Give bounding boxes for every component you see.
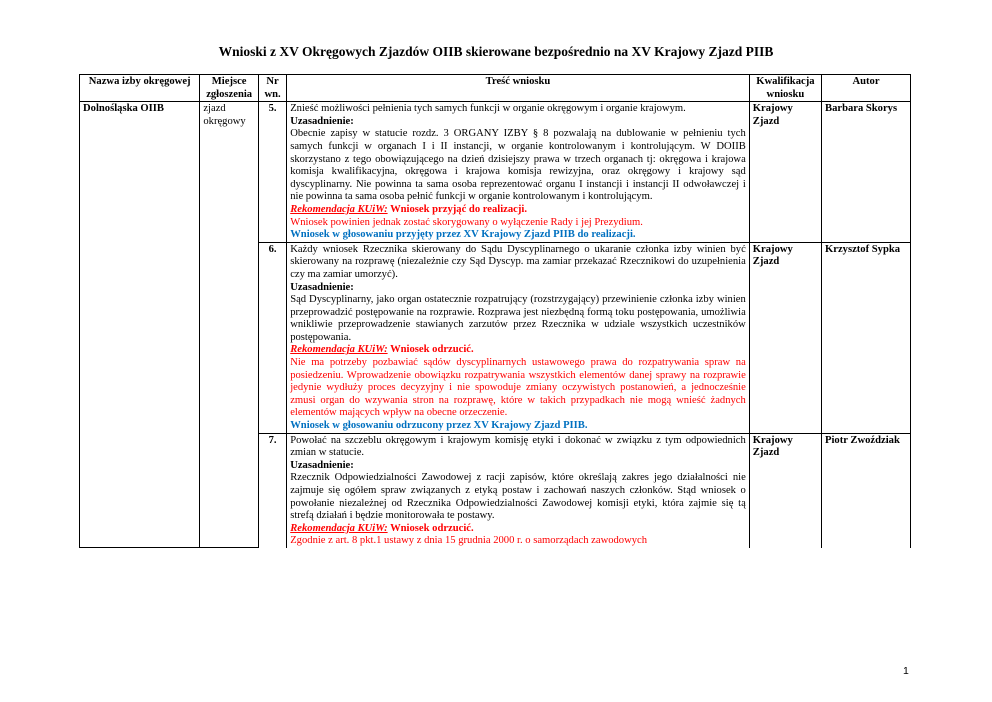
- recommendation: [290, 344, 746, 357]
- table-header-row: [80, 75, 911, 102]
- justification-label: Uzasadnienie:: [290, 459, 354, 471]
- recommendation-text: Wniosek przyjąć do realizacji.: [387, 203, 527, 215]
- recommendation-comment: Wniosek powinien jednak zostać skorygowany o wyłączenie Rady i jej Prezydium.: [290, 216, 643, 228]
- header-miejsce: Miejsce zgłoszenia: [200, 75, 259, 102]
- header-kwalifikacja: Kwalifikacja wniosku: [749, 75, 821, 102]
- proposal-text: Powołać na szczeblu okręgowym i krajowym komisję etyki i dokonać w związku z tym odpowiednich zmian w statucie.: [290, 434, 746, 459]
- cell-izba: Dolnośląska OIIB: [80, 102, 200, 548]
- cell-tresc: [287, 102, 750, 243]
- recommendation: [290, 523, 746, 536]
- cell-nr: 7.: [258, 433, 286, 548]
- header-autor: Autor: [822, 75, 911, 102]
- recommendation-label: Rekomendacja KUiW:: [290, 203, 388, 215]
- header-izba: Nazwa izby okręgowej: [80, 75, 200, 102]
- recommendation: [290, 204, 746, 217]
- cell-kwalifikacja: Krajowy Zjazd: [749, 433, 821, 548]
- page-number: 1: [903, 665, 909, 677]
- proposal-text: Znieść możliwości pełnienia tych samych funkcji w organie okręgowym i organie krajowym.: [290, 103, 686, 115]
- recommendation-label: Rekomendacja KUiW:: [290, 344, 388, 356]
- recommendation-comment: Zgodnie z art. 8 pkt.1 ustawy z dnia 15 grudnia 2000 r. o samorządach zawodowych: [290, 535, 648, 547]
- justification-text: Rzecznik Odpowiedzialności Zawodowej z racji zapisów, które określają zakres jego działalności nie zajmuje się ogółem spraw związanych z etyką postaw i zachowań naszych członków. Stąd wniosek o powołanie niezależnej od Rzecznika Odpowiedzialności Zawodowej komisji etyki, która zajmie się tą strefą działań i będzie monitorowała te postawy.: [290, 472, 746, 522]
- header-tresc: Treść wniosku: [287, 75, 750, 102]
- cell-autor: Piotr Zwoździak: [822, 433, 911, 548]
- recommendation-text: Wniosek odrzucić.: [387, 522, 474, 534]
- cell-kwalifikacja: Krajowy Zjazd: [749, 102, 821, 243]
- table-row: [80, 102, 911, 243]
- vote-result: Wniosek w głosowaniu odrzucony przez XV Krajowy Zjazd PIIB.: [290, 420, 588, 432]
- proposal-text: Każdy wniosek Rzecznika skierowany do Sądu Dyscyplinarnego o ukaranie członka izby winien być skierowany na rozprawę (niezależnie czy Sąd Dyscyp. ma zamiar przekazać Rzecznikowi do uzupełnienia czy ma zamiar umorzyć).: [290, 243, 746, 280]
- cell-tresc: [287, 433, 750, 548]
- recommendation-text: Wniosek odrzucić.: [387, 344, 474, 356]
- cell-miejsce: zjazd okręgowy: [200, 102, 259, 548]
- cell-autor: Barbara Skorys: [822, 102, 911, 243]
- recommendation-comment: Nie ma potrzeby pozbawiać sądów dyscyplinarnych ustawowego prawa do rozpatrywania spraw na posiedzeniu. Wprowadzenie obowiązku rozpatrywania wszystkich elementów danej sprawy na rozprawie jedynie wydłuży proces decyzyjny i nie spowoduje zmiany oczywistych postanowień, a jednocześnie zmusi organ do wzywania stron na rozprawę, które w takich przypadkach nie mogą wnieść żadnych elementów mających wpływ na obecne orzeczenie.: [290, 357, 746, 419]
- justification-label: Uzasadnienie:: [290, 281, 354, 293]
- header-nr: Nr wn.: [258, 75, 286, 102]
- proposals-table: [79, 74, 911, 548]
- justification-text: Obecnie zapisy w statucie rozdz. 3 ORGANY IZBY § 8 pozwalają na dublowanie w pełnieniu tych samych funkcji w organach I i II instancji, w organie kontrolowanym i kontrolującym. W DOIIB skorzystano z tego obowiązującego na dzień dzisiejszy prawa w trzech organach tj: okręgowa i krajowa komisja kwalifikacyjna, okręgowa i krajowa komisja rewizyjna, oraz okręgowy i krajowy sąd dyscyplinarny. Nie powinna ta sama osoba reprezentować organu I instancji i instancji II odwoławczej i nie powinna ta sama osoba pełnić funkcji w organie kontrolowanym i kontrolującym.: [290, 128, 746, 203]
- recommendation-label: Rekomendacja KUiW:: [290, 522, 388, 534]
- cell-autor: Krzysztof Sypka: [822, 242, 911, 433]
- cell-kwalifikacja: Krajowy Zjazd: [749, 242, 821, 433]
- justification-text: Sąd Dyscyplinarny, jako organ ostatecznie rozpatrujący (rozstrzygający) przewinienie członka izby winien przeprowadzić postępowanie na rozprawie. Rozprawa jest niezbędną formą toku postępowania, umożliwia wnikliwie przeprowadzenie stawianych zarzutów przez Rzecznika w udziale wszystkich uczestników postępowania.: [290, 294, 746, 343]
- vote-result: Wniosek w głosowaniu przyjęty przez XV Krajowy Zjazd PIIB do realizacji.: [290, 229, 636, 241]
- cell-nr: 5.: [258, 102, 286, 243]
- document-title: Wnioski z XV Okręgowych Zjazdów OIIB skierowane bezpośrednio na XV Krajowy Zjazd PIIB: [218, 44, 774, 59]
- cell-nr: 6.: [258, 242, 286, 433]
- justification-label: Uzasadnienie:: [290, 115, 354, 127]
- cell-tresc: [287, 242, 750, 433]
